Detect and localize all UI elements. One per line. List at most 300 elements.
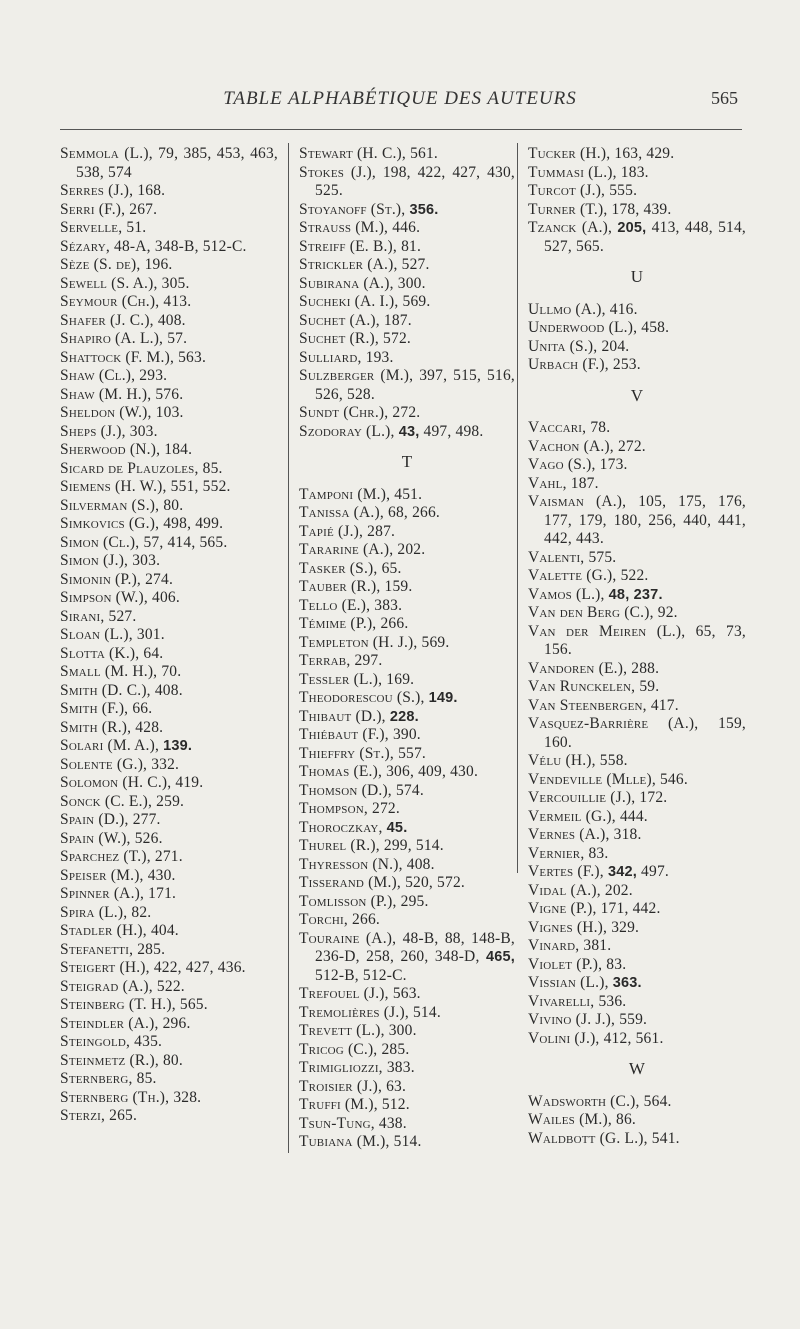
page-refs: 171. [148, 885, 177, 902]
index-entry [528, 475, 746, 494]
index-entry [299, 837, 515, 856]
page-refs: 522. [620, 567, 649, 584]
page-refs: 383. [386, 1059, 415, 1076]
page-refs: 68, 266. [388, 504, 440, 521]
index-entry [60, 737, 278, 756]
author-name: Steinmetz (R.), [60, 1051, 163, 1069]
author-name: Sèze (S. de), [60, 256, 145, 273]
index-column-2 [299, 145, 515, 1152]
author-name: Tomlisson (P.), [299, 892, 401, 910]
page-refs: 575. [588, 548, 617, 566]
index-entry [299, 1096, 515, 1115]
page-refs: 514. [412, 1003, 441, 1021]
page-refs: 63. [386, 1077, 407, 1095]
author-name: Smith (R.), [60, 718, 136, 736]
author-name: Tararine (A.), [299, 541, 398, 558]
index-entry [60, 793, 278, 812]
index-entry [299, 293, 515, 312]
index-entry [528, 919, 746, 938]
index-entry [60, 201, 278, 220]
author-name: Sparchez (T.), [60, 848, 155, 865]
page-refs: 172. [639, 789, 668, 806]
page-refs: 266. [352, 911, 380, 928]
author-name: Sternberg, [60, 1070, 137, 1087]
index-entry [60, 404, 278, 423]
author-name: Trefouel (J.), [299, 985, 393, 1002]
page-refs: 187. [383, 311, 412, 329]
author-name: Steinberg (T. H.), [60, 996, 180, 1013]
index-entry [299, 708, 515, 727]
page-refs: 563. [392, 985, 421, 1002]
index-entry [60, 959, 278, 978]
author-name: Tremolières (J.), [299, 1003, 413, 1021]
page-refs: 300. [388, 1022, 417, 1039]
index-entry [299, 652, 515, 671]
author-name: Tessler (L.), [299, 670, 387, 688]
author-name: Vamos (L.), [528, 585, 609, 603]
page-refs: 576. [155, 385, 184, 403]
author-name: Tricog (C.), [299, 1040, 382, 1058]
page-refs: 80. [162, 1051, 183, 1069]
page-refs: 171, 442. [600, 900, 661, 917]
index-entry [299, 1022, 515, 1041]
page-refs: 318. [613, 826, 642, 843]
index-entry [60, 1033, 278, 1052]
index-entry [528, 549, 746, 568]
page-refs: 381. [583, 937, 612, 954]
author-name: Siemens (H. W.), [60, 478, 171, 495]
page-refs: 558. [599, 752, 628, 769]
index-entry [299, 671, 515, 690]
index-entry [528, 937, 746, 956]
page-refs: 417. [650, 696, 679, 714]
author-name: Tello (E.), [299, 596, 375, 614]
author-name: Stewart (H. C.), [299, 145, 411, 162]
author-name: Turner (T.), [528, 200, 612, 218]
page-refs: 65, 73, 156. [544, 622, 746, 658]
author-name: Tucker (H.), [528, 145, 615, 162]
index-entry [60, 1052, 278, 1071]
author-name: Sicard de Plauzoles, [60, 459, 203, 477]
page-refs: 178, 439. [611, 200, 672, 218]
page-refs: 287. [367, 522, 396, 540]
page-refs: 522. [156, 977, 185, 995]
column-divider-1 [288, 143, 289, 1153]
page-refs: 527. [108, 607, 137, 625]
index-entry [60, 774, 278, 793]
page-refs: 168. [137, 182, 166, 199]
index-entry [299, 763, 515, 782]
author-name: Tanissa (A.), [299, 504, 389, 521]
index-entry [299, 330, 515, 349]
page-refs: 305. [161, 274, 190, 292]
index-entry [60, 552, 278, 571]
author-name: Spira (L.), [60, 903, 132, 921]
author-name: Valenti, [528, 548, 589, 566]
author-name: Shapiro (A. L.), [60, 330, 168, 347]
author-name: Torchi, [299, 911, 353, 928]
author-name: Thoroczkay, [299, 818, 387, 836]
page-refs: 297. [354, 652, 383, 669]
page-refs: 569. [421, 633, 450, 651]
page-refs: 80. [163, 496, 184, 514]
author-name: Vivarelli, [528, 992, 599, 1010]
index-entry [60, 386, 278, 405]
index-entry [60, 1015, 278, 1034]
index-entry [60, 182, 278, 201]
index-entry [299, 486, 515, 505]
index-entry [60, 497, 278, 516]
page-refs: 265. [109, 1107, 138, 1124]
index-entry [299, 1133, 515, 1152]
author-name: Serres (J.), [60, 182, 138, 199]
page-refs: 413. [163, 293, 192, 310]
author-name: Vivino (J. J.), [528, 1011, 620, 1028]
author-name: Sonck (C. E.), [60, 792, 157, 810]
page-refs: 198, 422, 427, 430, 525. [315, 163, 515, 199]
author-name: Unita (S.), [528, 337, 602, 355]
main-page-ref: 45. [386, 819, 408, 836]
author-name: Vélu (H.), [528, 752, 600, 769]
author-name: Small (M. H.), [60, 663, 162, 680]
author-name: Sucheki (A. I.), [299, 293, 403, 310]
index-entry [528, 356, 746, 375]
author-name: Trevett (L.), [299, 1022, 389, 1039]
page-refs: 59. [639, 678, 660, 695]
author-name: Streiff (E. B.), [299, 237, 402, 255]
author-name: Semmola (L.), [60, 145, 159, 162]
page-refs: 51. [126, 219, 147, 236]
author-name: Slotta (K.), [60, 644, 144, 662]
index-entry [528, 789, 746, 808]
author-name: Simon (Cl.), [60, 533, 144, 551]
page-refs: 422, 427, 436. [153, 959, 246, 976]
page-refs: 202. [397, 541, 426, 558]
index-entry [60, 996, 278, 1015]
author-name: Strickler (A.), [299, 256, 402, 273]
author-name: Tzanck (A.), [528, 219, 618, 236]
author-name: Thompson, [299, 800, 373, 817]
page-refs: 559. [619, 1011, 648, 1028]
index-entry [528, 338, 746, 357]
index-entry [299, 745, 515, 764]
author-name: Vernes (A.), [528, 826, 614, 843]
index-entry [299, 312, 515, 331]
page-refs: 266. [380, 615, 409, 632]
author-name: Thieffry (St.), [299, 744, 399, 762]
author-name: Vasquez-Barrière (A.), [528, 715, 719, 732]
author-name: Stoyanoff (St.), [299, 200, 410, 218]
author-name: Sherwood (N.), [60, 441, 165, 458]
index-entry [299, 634, 515, 653]
author-name: Steigrad (A.), [60, 977, 157, 995]
index-entry [60, 534, 278, 553]
index-entry [299, 238, 515, 257]
index-entry [60, 441, 278, 460]
author-name: Vignes (H.), [528, 918, 612, 936]
author-name: Van Steenbergen, [528, 696, 651, 714]
index-entry [299, 782, 515, 801]
author-name: Underwood (L.), [528, 319, 642, 336]
index-entry [60, 145, 278, 182]
author-name: Vachon (A.), [528, 437, 618, 455]
page-refs: 397, 515, 516, 526, 528. [315, 367, 515, 403]
page-refs: 514. [393, 1133, 422, 1150]
page-refs: 187. [570, 474, 599, 492]
author-name: Serri (F.), [60, 200, 130, 218]
author-name: Tasker (S.), [299, 559, 382, 577]
page-refs: 196. [144, 256, 173, 273]
author-name: Urbach (F.), [528, 356, 613, 373]
page-refs: 438. [378, 1114, 407, 1132]
index-entry [60, 811, 278, 830]
page-refs: 512. [381, 1096, 410, 1113]
main-page-ref: 356. [409, 201, 439, 218]
page-refs: 520, 572. [405, 874, 465, 891]
page-refs: 412, 561. [603, 1029, 664, 1047]
author-name: Spain (D.), [60, 811, 133, 828]
author-name: Shafer (J. C.), [60, 311, 158, 329]
author-name: Wailes (M.), [528, 1111, 616, 1128]
page-refs: 555. [609, 182, 638, 199]
index-entry [299, 275, 515, 294]
page-refs: 413, 448, 514, 527, 565. [544, 219, 746, 255]
page-refs: 328. [173, 1088, 202, 1106]
author-name: Tisserand (M.), [299, 874, 406, 891]
author-name: Solomon (H. C.), [60, 774, 176, 791]
index-entry [299, 726, 515, 745]
author-name: Steingold, [60, 1033, 135, 1050]
index-entry [528, 900, 746, 919]
author-name: Van Runckelen, [528, 678, 640, 695]
author-name: Speiser (M.), [60, 866, 148, 884]
author-name: Smith (D. C.), [60, 681, 155, 699]
page-refs: 498, 499. [163, 515, 224, 532]
index-entry [528, 882, 746, 901]
page-refs: 497. [636, 863, 669, 880]
page-refs: 569. [402, 293, 431, 310]
index-entry [60, 700, 278, 719]
author-name: Shaw (M. H.), [60, 385, 156, 403]
author-name: Sézary, [60, 237, 115, 255]
page-refs: 526. [134, 829, 163, 847]
author-name: Spain (W.), [60, 829, 135, 847]
page-refs: 295. [400, 892, 429, 910]
page-refs: 193. [365, 348, 394, 366]
page-refs: 300. [397, 274, 426, 292]
author-name: Thomas (E.), [299, 763, 387, 780]
page-refs: 259. [156, 792, 185, 810]
index-entry [60, 904, 278, 923]
index-entry [528, 456, 746, 475]
index-entry [299, 560, 515, 579]
index-entry [60, 219, 278, 238]
page-refs: 332. [151, 755, 180, 773]
author-name: Témime (P.), [299, 615, 381, 632]
index-entry [528, 1093, 746, 1112]
author-name: Sirani, [60, 607, 109, 625]
page-refs: 83. [606, 955, 627, 973]
page-refs: 557. [398, 744, 427, 762]
index-entry [528, 567, 746, 586]
author-name: Thurel (R.), [299, 837, 384, 854]
author-name: Templeton (H. J.), [299, 633, 422, 651]
page-refs: 48-A, 348-B, 512-C. [114, 237, 247, 255]
index-entry [60, 571, 278, 590]
author-name: Shaw (Cl.), [60, 367, 140, 384]
index-entry [299, 164, 515, 201]
index-entry [60, 645, 278, 664]
main-page-ref: 205, [617, 220, 647, 236]
page-refs: 408. [154, 681, 183, 699]
author-name: Vendeville (Mlle), [528, 770, 660, 788]
section-letter: V [630, 385, 644, 405]
author-name: Tamponi (M.), [299, 485, 395, 503]
index-entry [60, 256, 278, 275]
main-page-ref: 465, [485, 949, 515, 965]
index-entry [60, 589, 278, 608]
index-entry [299, 874, 515, 893]
author-name: Vertes (F.), [528, 863, 608, 880]
page-refs: 406. [152, 589, 180, 606]
page-refs: 408. [406, 855, 435, 873]
author-name: Steigert (H.), [60, 959, 154, 976]
index-entry [528, 164, 746, 183]
page-refs: 564. [643, 1092, 672, 1110]
page-refs: 303. [129, 422, 158, 440]
index-entry [299, 578, 515, 597]
author-name: Steindler (A.), [60, 1014, 163, 1032]
page-refs: 536. [598, 992, 627, 1010]
page-refs: 173. [599, 456, 628, 473]
running-title: TABLE ALPHABÉTIQUE DES AUTEURS [223, 88, 577, 109]
author-name: Suchet (A.), [299, 311, 384, 329]
index-entry [299, 819, 515, 838]
index-entry [60, 460, 278, 479]
main-page-ref: 228. [389, 708, 419, 725]
author-name: Vago (S.), [528, 456, 600, 473]
author-name: Vigne (P.), [528, 900, 601, 917]
index-entry [299, 930, 515, 986]
page-refs: 169. [386, 670, 415, 688]
index-entry [60, 349, 278, 368]
author-name: Truffi (M.), [299, 1096, 382, 1113]
page-refs: 430. [147, 866, 176, 884]
index-entry [60, 238, 278, 257]
author-name: Theodorescou (S.), [299, 689, 429, 706]
page-refs: 202. [604, 881, 633, 899]
page-refs: 416. [609, 300, 638, 318]
index-entry [528, 660, 746, 679]
index-entry [60, 663, 278, 682]
page-refs: 512-B, 512-C. [315, 966, 407, 984]
index-entry [299, 689, 515, 708]
index-entry [60, 978, 278, 997]
page-refs: 296. [162, 1014, 191, 1032]
author-name: Vaisman (A.), [528, 493, 639, 510]
page-refs: 64. [143, 644, 164, 662]
index-entry [299, 523, 515, 542]
index-entry [528, 604, 746, 623]
page-refs: 274. [145, 570, 174, 588]
page-refs: 551, 552. [170, 478, 231, 495]
author-name: Van der Meiren (L.), [528, 622, 696, 640]
author-name: Wadsworth (C.), [528, 1092, 644, 1110]
index-entry [528, 1111, 746, 1130]
author-name: Vinard, [528, 937, 584, 954]
index-entry [528, 752, 746, 771]
index-entry [528, 974, 746, 993]
index-entry [299, 145, 515, 164]
index-entry [528, 586, 746, 605]
page-refs: 497, 498. [419, 422, 484, 440]
index-entry [60, 608, 278, 627]
author-name: Simpson (W.), [60, 589, 153, 606]
main-page-ref: 342, [607, 864, 637, 880]
main-page-ref: 43, [398, 423, 420, 440]
page-refs: 48-B, 88, 148-B, 236-D, 258, 260, 348-D, [315, 929, 515, 965]
page-refs: 285. [381, 1040, 410, 1058]
index-entry [299, 1041, 515, 1060]
page-refs: 527. [401, 256, 430, 273]
main-page-ref: 48, 237. [608, 586, 663, 603]
index-entry [299, 541, 515, 560]
section-letter: T [401, 452, 413, 471]
index-entry [60, 941, 278, 960]
main-page-ref: 149. [428, 690, 458, 706]
page-refs: 419. [175, 774, 204, 791]
page-refs: 85. [136, 1070, 157, 1087]
author-name: Vaccari, [528, 419, 591, 436]
index-entry [299, 367, 515, 404]
page-refs: 267. [129, 200, 158, 218]
index-entry [528, 845, 746, 864]
index-entry [60, 1089, 278, 1108]
page-refs: 285. [137, 940, 166, 958]
author-name: Turcot (J.), [528, 182, 610, 199]
author-name: Simonin (P.), [60, 570, 146, 588]
index-entry [299, 1059, 515, 1078]
index-entry [528, 319, 746, 338]
page-header [60, 88, 740, 118]
author-name: Vandoren (E.), [528, 659, 632, 677]
index-entry [299, 800, 515, 819]
page-refs: 82. [131, 903, 152, 921]
page-refs: 159. [384, 578, 413, 595]
page-refs: 541. [651, 1129, 680, 1147]
index-entry [528, 715, 746, 752]
page-refs: 204. [601, 337, 630, 355]
index-entry [60, 682, 278, 701]
index-entry [528, 623, 746, 660]
index-entry [528, 1130, 746, 1149]
author-name: Tauber (R.), [299, 578, 385, 595]
page-refs: 301. [136, 626, 165, 643]
author-name: Ullmo (A.), [528, 300, 610, 318]
index-entry [60, 626, 278, 645]
author-name: Vidal (A.), [528, 881, 605, 899]
page-refs: 85. [202, 459, 223, 477]
page-refs: 428. [135, 718, 164, 736]
author-name: Sulzberger (M.), [299, 367, 420, 384]
page-refs: 272. [392, 404, 421, 421]
page-refs: 458. [641, 319, 670, 336]
index-entry [528, 438, 746, 457]
index-entry [60, 885, 278, 904]
index-entry [60, 867, 278, 886]
index-entry [528, 493, 746, 549]
index-entry [299, 219, 515, 238]
